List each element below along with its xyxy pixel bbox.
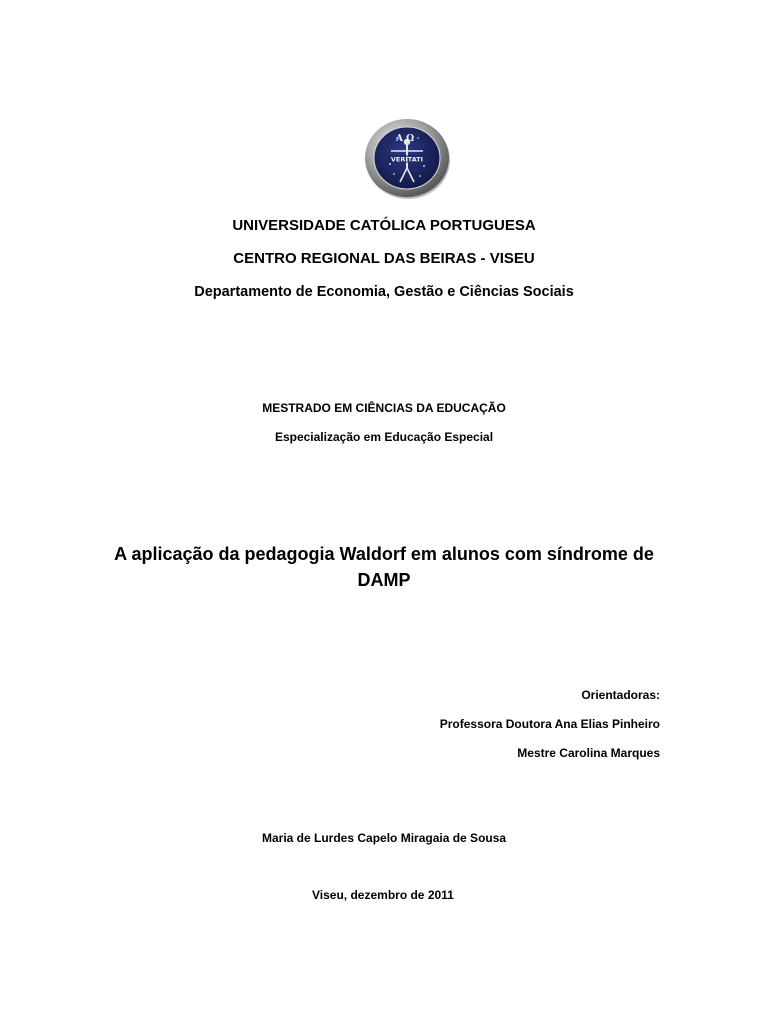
department-name: Departamento de Economia, Gestão e Ciências Sociais [194,284,574,300]
specialization: Especialização em Educação Especial [274,430,494,444]
supervisor-name: Professora Doutora Ana Elias Pinheiro [439,717,660,731]
seal-motto: VERITATI [390,155,424,164]
degree-program: MESTRADO EM CIÊNCIAS DA EDUCAÇÃO [262,401,506,415]
regional-center-name: CENTRO REGIONAL DAS BEIRAS - VISEU [233,250,535,267]
supervisors-label: Orientadoras: [581,688,660,702]
thesis-title-line-2: DAMP [357,570,411,590]
place-and-date: Viseu, dezembro de 2011 [312,888,454,902]
supervisor-name: Mestre Carolina Marques [517,746,660,760]
seal-alpha-omega: A Ω [396,134,415,144]
thesis-title-line-1: A aplicação da pedagogia Waldorf em alunos com síndrome de [114,544,654,564]
author-name: Maria de Lurdes Capelo Miragaia de Sousa [262,831,507,845]
university-name: UNIVERSIDADE CATÓLICA PORTUGUESA [232,217,536,234]
university-seal-icon [364,116,452,200]
